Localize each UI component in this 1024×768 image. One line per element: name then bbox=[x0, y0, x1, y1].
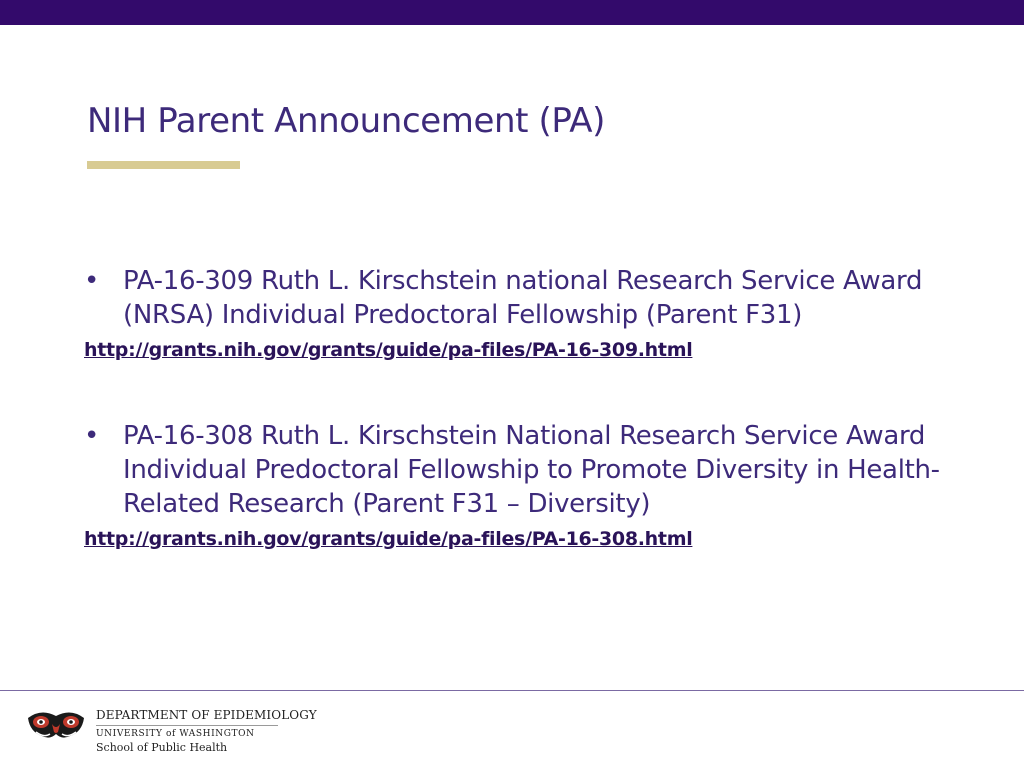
northwest-coast-art-logo-icon bbox=[26, 708, 86, 742]
footer-logo-rule bbox=[96, 725, 278, 726]
bullet-item-pa-16-308 bbox=[84, 419, 984, 521]
slide-title: NIH Parent Announcement (PA) bbox=[87, 101, 605, 141]
bullet-item-pa-16-309 bbox=[84, 264, 984, 332]
pa-16-309-link[interactable]: http://grants.nih.gov/grants/guide/pa-files/PA-16-309.html bbox=[84, 339, 693, 361]
footer-university-name: UNIVERSITY of WASHINGTON bbox=[96, 729, 255, 739]
bullet-text: PA-16-308 Ruth L. Kirschstein National Research Service Award Individual Predoctoral Fellowship to Promote Diversity in Health-Related Research (Parent F31 – Diversity) bbox=[123, 421, 940, 519]
footer-school-name: School of Public Health bbox=[96, 741, 228, 754]
bullet-dot: • bbox=[84, 421, 100, 451]
pa-16-308-link[interactable]: http://grants.nih.gov/grants/guide/pa-files/PA-16-308.html bbox=[84, 528, 693, 550]
footer-department-name: DEPARTMENT OF EPIDEMIOLOGY bbox=[96, 708, 317, 722]
top-banner-bar bbox=[0, 0, 1024, 25]
footer-divider bbox=[0, 690, 1024, 691]
title-underline bbox=[87, 161, 240, 169]
bullet-text: PA-16-309 Ruth L. Kirschstein national Research Service Award (NRSA) Individual Predoctoral Fellowship (Parent F31) bbox=[123, 266, 923, 330]
bullet-dot: • bbox=[84, 266, 100, 296]
